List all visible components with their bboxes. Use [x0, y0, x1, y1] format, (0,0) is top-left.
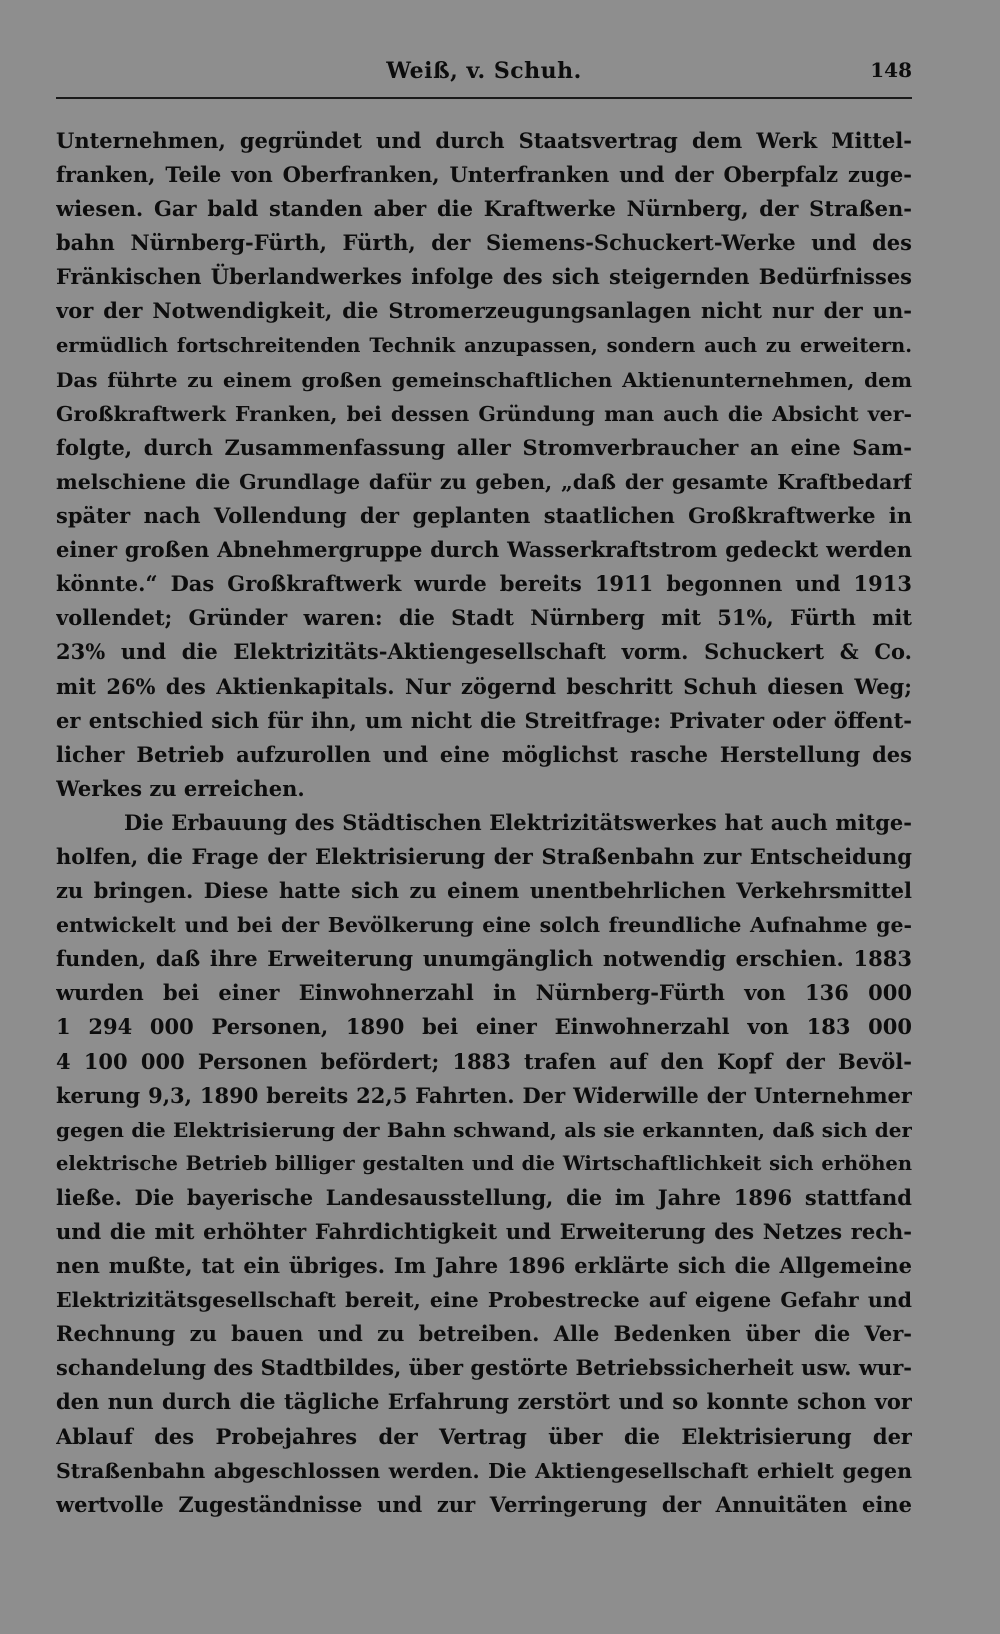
text-line: Straßenbahn abgeschlossen werden. Die Aktiengesellschaft erhielt gegen [56, 1458, 912, 1483]
text-line: den nun durch die tägliche Erfahrung zerstört und so konnte schon vor [56, 1389, 912, 1415]
text-line: einer großen Abnehmergruppe durch Wasserkraftstrom gedeckt werden [56, 537, 912, 563]
text-line: 4 100 000 Personen befördert; 1883 trafen auf den Kopf der Bevöl- [56, 1048, 912, 1074]
text-line: folgte, durch Zusammenfassung aller Stromverbraucher an eine Sam- [56, 434, 912, 460]
text-line: vollendet; Gründer waren: die Stadt Nürnberg mit 51%, Fürth mit [56, 605, 912, 631]
text-line: wertvolle Zugeständnisse und zur Verringerung der Annuitäten eine [56, 1491, 912, 1517]
text-line: zu bringen. Diese hatte sich zu einem unentbehrlichen Verkehrsmittel [56, 878, 912, 904]
text-line: könnte.“ Das Großkraftwerk wurde bereits 1911 begonnen und 1913 [56, 571, 912, 597]
page-number: 148 [870, 58, 912, 82]
text-line: Die Erbauung des Städtischen Elektrizitätswerkes hat auch mitge- [124, 809, 912, 835]
text-line: später nach Vollendung der geplanten staatlichen Großkraftwerke in [56, 503, 912, 529]
paragraph [56, 806, 912, 1522]
text-line: ließe. Die bayerische Landesausstellung, die im Jahre 1896 stattfand [56, 1184, 912, 1210]
text-line: ermüdlich fortschreitenden Technik anzupassen, sondern auch zu erweitern. [56, 333, 912, 357]
text-line: melschiene die Grundlage dafür zu geben, „daß der gesamte Kraftbedarf [56, 469, 912, 494]
text-line: Das führte zu einem großen gemeinschaftlichen Aktienunternehmen, dem [56, 367, 912, 392]
text-line: nen mußte, tat ein übriges. Im Jahre 1896 erklärte sich die Allgemeine [56, 1253, 912, 1279]
text-line: Großkraftwerk Franken, bei dessen Gründung man auch die Absicht ver- [56, 401, 912, 426]
text-line: 1 294 000 Personen, 1890 bei einer Einwohnerzahl von 183 000 [56, 1014, 912, 1040]
text-line: Ablauf des Probejahres der Vertrag über die Elektrisierung der [56, 1423, 912, 1449]
text-line: gegen die Elektrisierung der Bahn schwand, als sie erkannten, daß sich der [56, 1117, 912, 1142]
text-line: licher Betrieb aufzurollen und eine möglichst rasche Herstellung des [56, 741, 912, 767]
text-line: entwickelt und bei der Bevölkerung eine solch freundliche Aufnahme ge- [56, 913, 912, 938]
text-line: schandelung des Stadtbildes, über gestörte Betriebssicherheit usw. wur- [56, 1355, 912, 1381]
text-line: vor der Notwendigkeit, die Stromerzeugungsanlagen nicht nur der un- [56, 298, 912, 324]
text-line: und die mit erhöhter Fahrdichtigkeit und Erweiterung des Netzes rech- [56, 1219, 912, 1244]
header-rule [56, 97, 912, 99]
text-line: Rechnung zu bauen und zu betreiben. Alle Bedenken über die Ver- [56, 1321, 912, 1347]
running-head [56, 58, 912, 92]
running-title: Weiß, v. Schuh. [386, 58, 582, 84]
body-text [56, 124, 912, 1522]
text-line: er entschied sich für ihn, um nicht die Streitfrage: Privater oder öffent- [56, 707, 912, 733]
text-line: holfen, die Frage der Elektrisierung der Straßenbahn zur Entscheidung [56, 843, 912, 869]
text-line: bahn Nürnberg-Fürth, Fürth, der Siemens-Schuckert-Werke und des [56, 230, 912, 256]
text-line: 23% und die Elektrizitäts-Aktiengesellschaft vorm. Schuckert & Co. [56, 639, 912, 665]
text-line: funden, daß ihre Erweiterung unumgänglich notwendig erschien. 1883 [56, 946, 912, 972]
text-line: mit 26% des Aktienkapitals. Nur zögernd beschritt Schuh diesen Weg; [56, 673, 912, 699]
text-line: Werkes zu erreichen. [56, 775, 305, 801]
text-line: Unternehmen, gegründet und durch Staatsvertrag dem Werk Mittel- [56, 128, 912, 153]
text-line: elektrische Betrieb billiger gestalten und die Wirtschaftlichkeit sich erhöhen [56, 1151, 912, 1175]
text-line: Elektrizitätsgesellschaft bereit, eine Probestrecke auf eigene Gefahr und [56, 1288, 912, 1313]
text-line: Fränkischen Überlandwerkes infolge des sich steigernden Bedürfnisses [56, 264, 912, 290]
text-line: wurden bei einer Einwohnerzahl in Nürnberg-Fürth von 136 000 [56, 980, 912, 1006]
paragraph [56, 124, 912, 806]
text-line: kerung 9,3, 1890 bereits 22,5 Fahrten. Der Widerwille der Unternehmer [56, 1082, 912, 1108]
text-line: franken, Teile von Oberfranken, Unterfranken und der Oberpfalz zuge- [56, 162, 912, 188]
text-line: wiesen. Gar bald standen aber die Kraftwerke Nürnberg, der Straßen- [56, 196, 912, 222]
